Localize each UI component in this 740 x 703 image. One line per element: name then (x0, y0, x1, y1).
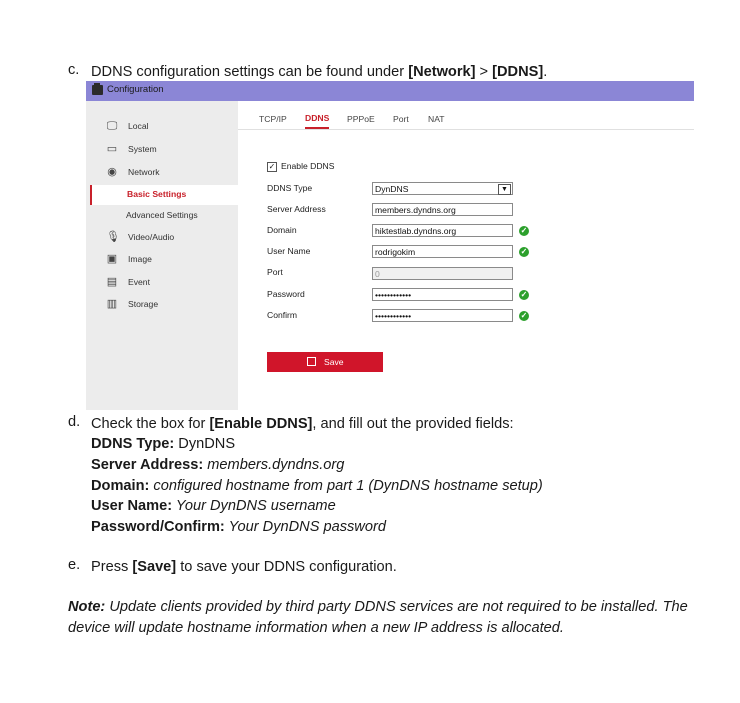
sidebar-item-label: Network (128, 167, 160, 177)
ddns-type-label: DDNS Type (267, 183, 313, 193)
configuration-title: Configuration (107, 84, 164, 95)
sidebar-item-advanced-settings[interactable] (86, 206, 238, 226)
sidebar-item-video-audio[interactable] (86, 228, 238, 248)
port-label: Port (267, 267, 283, 277)
step-d-marker: d. (68, 414, 81, 430)
sidebar-item-label: Event (128, 277, 150, 287)
enable-ddns-checkbox[interactable]: ✓ (268, 162, 276, 171)
configuration-icon (92, 85, 103, 95)
note-line-1: Note: Update clients provided by third party DDNS services are not required to be installed. The (68, 599, 688, 615)
port-field[interactable]: 0 (372, 267, 513, 280)
calendar-icon: ▤ (106, 276, 118, 288)
sidebar-item-label: Storage (128, 299, 159, 309)
microphone-icon: 🎙 (106, 231, 120, 243)
monitor-icon: 🖵 (106, 120, 118, 132)
configuration-header (86, 81, 694, 101)
save-button-label: Save (324, 357, 344, 367)
check-icon: ✓ (520, 290, 528, 299)
step-c-marker: c. (68, 62, 80, 78)
sidebar-item-image[interactable] (86, 250, 238, 270)
step-d-server-address: Server Address: members.dyndns.org (91, 457, 345, 473)
tab-pppoe[interactable]: PPPoE (347, 114, 375, 124)
sidebar-item-label: Basic Settings (127, 189, 187, 199)
sidebar-item-event[interactable] (86, 273, 238, 293)
ddns-type-select[interactable] (372, 182, 513, 195)
step-d-domain: Domain: configured hostname from part 1 (DynDNS hostname setup) (91, 478, 543, 494)
save-button[interactable] (267, 352, 383, 372)
sidebar-item-system[interactable] (86, 140, 238, 160)
domain-label: Domain (267, 225, 297, 235)
ddns-type-value: DynDNS (375, 184, 409, 194)
sidebar-item-label: Video/Audio (128, 232, 175, 242)
sidebar-item-label: Local (128, 121, 149, 131)
password-field[interactable]: •••••••••••• (372, 288, 513, 301)
server-address-label: Server Address (267, 204, 326, 214)
sidebar-item-label: Advanced Settings (126, 210, 198, 220)
password-label: Password (267, 289, 305, 299)
step-d-user-name: User Name: Your DynDNS username (91, 498, 336, 514)
user-name-label: User Name (267, 246, 311, 256)
floppy-disk-icon (307, 357, 316, 366)
image-icon: ▣ (106, 253, 118, 265)
sidebar-item-label: System (128, 144, 157, 154)
configuration-screenshot (86, 81, 694, 410)
tab-tcpip[interactable]: TCP/IP (259, 114, 287, 124)
globe-icon: ◉ (107, 166, 117, 178)
step-d-password: Password/Confirm: Your DynDNS password (91, 519, 386, 535)
tab-port[interactable]: Port (393, 114, 409, 124)
confirm-field[interactable]: •••••••••••• (372, 309, 513, 322)
step-d-text: Check the box for [Enable DDNS], and fill out the provided fields: (91, 416, 514, 432)
step-e-marker: e. (68, 557, 81, 573)
chevron-down-icon: ▼ (498, 184, 511, 195)
sidebar-item-storage[interactable] (86, 295, 238, 315)
note-line-2: device will update hostname information when a new IP address is allocated. (68, 620, 564, 636)
tab-bar (238, 101, 694, 130)
sidebar-item-network[interactable] (86, 163, 238, 183)
sidebar-item-local[interactable] (86, 117, 238, 137)
confirm-label: Confirm (267, 310, 298, 320)
check-icon: ✓ (520, 247, 528, 256)
tab-ddns[interactable]: DDNS (305, 113, 329, 129)
disk-icon: ▥ (106, 298, 118, 310)
sidebar-item-basic-settings[interactable] (90, 185, 240, 205)
enable-ddns-label: Enable DDNS (281, 161, 335, 171)
sidebar (86, 101, 238, 410)
system-icon: ▭ (106, 143, 118, 155)
domain-field[interactable]: hiktestlab.dyndns.org (372, 224, 513, 237)
step-c-text: DDNS configuration settings can be found under [Network] > [DDNS]. (91, 64, 548, 80)
check-icon: ✓ (520, 311, 528, 320)
server-address-field[interactable]: members.dyndns.org (372, 203, 513, 216)
check-icon: ✓ (520, 226, 528, 235)
step-d-ddns-type: DDNS Type: DynDNS (91, 436, 236, 452)
sidebar-item-label: Image (128, 254, 152, 264)
tab-nat[interactable]: NAT (428, 114, 445, 124)
step-e-text: Press [Save] to save your DDNS configuration. (91, 559, 397, 575)
ddns-settings-panel (238, 101, 694, 410)
user-name-field[interactable]: rodrigokim (372, 245, 513, 258)
